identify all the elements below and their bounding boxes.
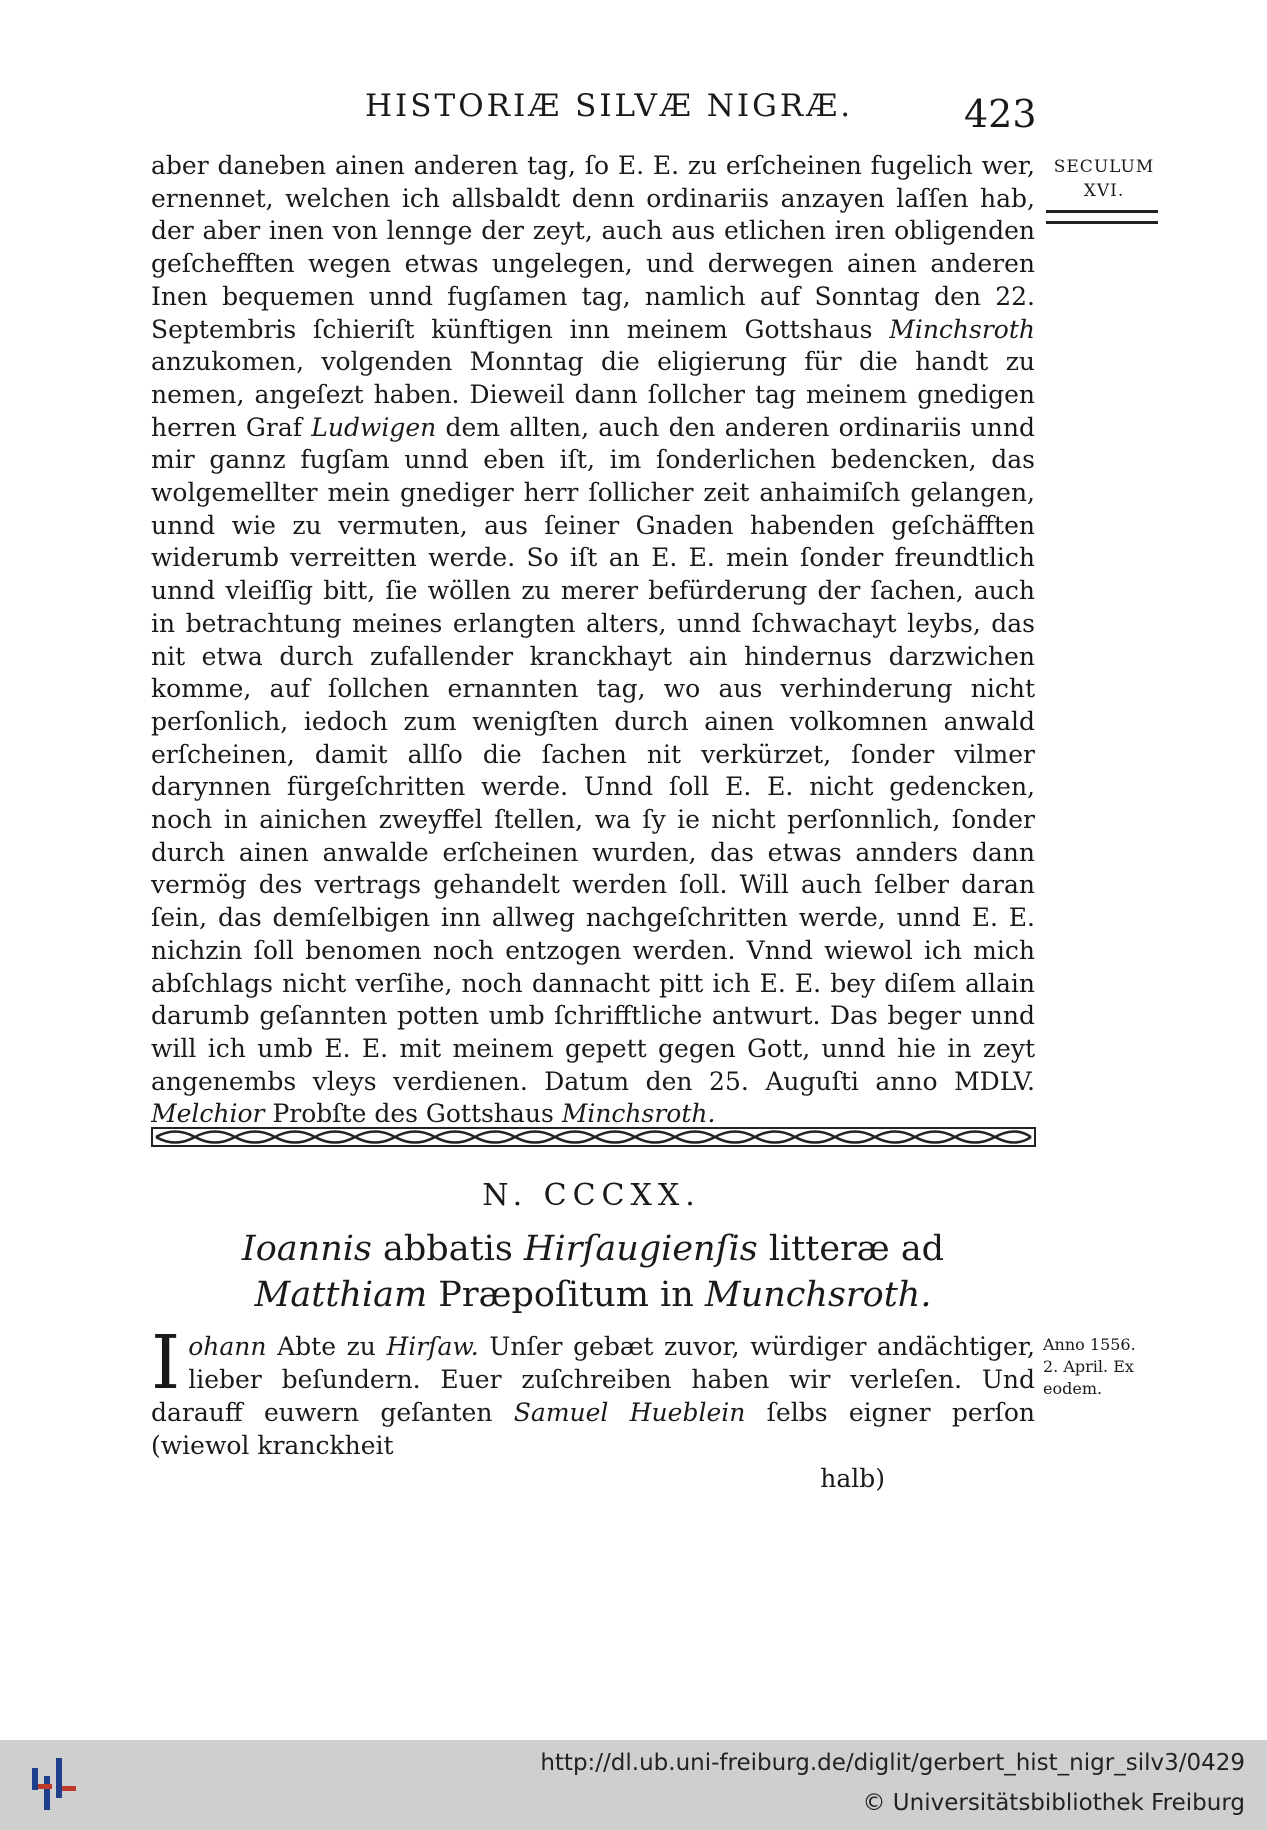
letter-paragraph — [151, 150, 1035, 1131]
sidenote-source: eodem. — [1043, 1379, 1103, 1398]
library-logo-icon[interactable] — [28, 1754, 80, 1816]
second-letter-text — [151, 1320, 1036, 1495]
catchword: halb) — [820, 1464, 885, 1493]
sidenote-century: XVI. — [1083, 181, 1125, 201]
letter-text-run: Abte zu — [266, 1332, 387, 1361]
letter-text-run: anzukomen, volgenden Monntag die eligierung für die handt zu nemen, angeſezt haben. Dieweil dann ſollcher tag meinem gnedigen herren Graf — [151, 347, 1035, 442]
letter-text-run: aber daneben ainen anderen tag, ſo E. E. zu erſcheinen fugelich wer, ernennet, welchen ich allsbaldt denn ordinariis anzayen laſſen hab, der aber inen von lennge der zeyt, auch aus etlichen iren obligenden geſchefften wegen etwas ungelegen, und derwegen ainen anderen Inen bequemen unnd fugſamen tag, namlich auf Sonntag den 22. Septembris ſchieriſt künftigen inn meinem Gottshaus — [151, 151, 1035, 344]
sidenote-seculum-label: SECULUM — [1053, 157, 1155, 177]
person-name: Ludwigen — [311, 412, 437, 442]
drop-cap: I — [151, 1320, 181, 1406]
heading-text: abbatis — [371, 1229, 524, 1269]
person-name: Samuel Hueblein — [513, 1398, 746, 1427]
place-name: Minchsroth — [889, 314, 1035, 344]
heading-person-name: Ioannis — [241, 1229, 372, 1269]
letter-text-run: Unſer gebæt zuvor, würdiger andächtiger, lieber beſundern. Euer zuſchreiben haben wir verleſen. Und darauff euwern geſanten — [151, 1332, 1035, 1427]
document-heading — [151, 1226, 1035, 1318]
heading-place-name: Munchsroth. — [704, 1275, 932, 1315]
sidenote-seculum — [1051, 155, 1157, 203]
viewer-footer — [0, 1740, 1267, 1830]
heading-place-name: Hirſaugienſis — [523, 1229, 758, 1269]
sidenote-date — [1043, 1334, 1165, 1400]
person-name: ohann — [188, 1332, 267, 1361]
letter-text-run: ſelbs eigner perſon (wiewol kranckheit — [151, 1398, 1036, 1460]
letter-text — [151, 150, 1035, 1131]
sidenote-rule — [1046, 210, 1158, 224]
heading-person-name: Matthiam — [254, 1275, 428, 1315]
letter-text-run: Probſte des Gottshaus — [264, 1099, 562, 1129]
letter-text-run: dem allten, auch den anderen ordinariis unnd mir gannz fugſam unnd eben iſt, im ſonderlichen bedencken, das wolgemellter mein gnediger herr ſollicher zeit anhaimiſch gelangen, unnd wie zu vermuten, aus ſeiner Gnaden habenden geſchäfften widerumb verreitten werde. So iſt an E. E. mein ſonder freundtlich unnd vleiſſig bitt, ſie wöllen zu merer befürderung der ſachen, auch in betrachtung meines erlangten alters, unnd ſchwachayt leybs, das nit etwa durch zufallender kranckhayt ain hindernus darzwichen komme, auf ſollchen ernannten tag, wo aus verhinderung nicht perſonlich, iedoch zum wenigſten durch ainen volkomnen anwald erſcheinen, damit allſo die ſachen nit verkürzet, ſonder vilmer darynnen fürgeſchritten werde. Unnd ſoll E. E. nicht gedencken, noch in ainichen zweyffel ſtellen, wa ſy ie nicht perſonnlich, ſonder durch ainen anwalde erſcheinen wurden, das etwas annders dann vermög des vertrags gehandelt werden ſoll. Will auch ſelber daran ſein, das demſelbigen inn allweg nachgeſchritten werde, unnd E. E. nichzin ſoll benomen noch entzogen werden. Vnnd wiewol ich mich abſchlags nicht verſihe, noch dannacht pitt ich E. E. bey diſem allain darumb geſannten potten umb ſchrifftliche antwurt. Das beger unnd will ich umb E. E. mit meinem gepett gegen Gott, unnd hie in zeyt angenembs vleys verdienen. Datum den 25. Auguſti anno MDLV. — [151, 412, 1035, 1096]
signatory-name: Melchior — [151, 1099, 265, 1129]
permalink-url[interactable]: http://dl.ub.uni-freiburg.de/diglit/gerbert_hist_nigr_silv3/0429 — [540, 1750, 1245, 1776]
copyright-notice: © Universitätsbibliothek Freiburg — [862, 1790, 1245, 1816]
place-name: Hirſaw. — [386, 1332, 479, 1361]
document-number: N. CCCXX. — [482, 1178, 701, 1213]
page-number: 423 — [964, 92, 1037, 136]
heading-text: Præpoſitum in — [427, 1275, 705, 1315]
running-head: HISTORIÆ SILVÆ NIGRÆ. — [365, 88, 854, 124]
sidenote-year: Anno 1556. — [1043, 1335, 1136, 1354]
heading-text: litteræ ad — [757, 1229, 945, 1269]
ornamental-divider — [150, 1122, 1037, 1152]
place-name: Minchsroth. — [561, 1099, 716, 1129]
sidenote-day: 2. April. Ex — [1043, 1357, 1134, 1376]
